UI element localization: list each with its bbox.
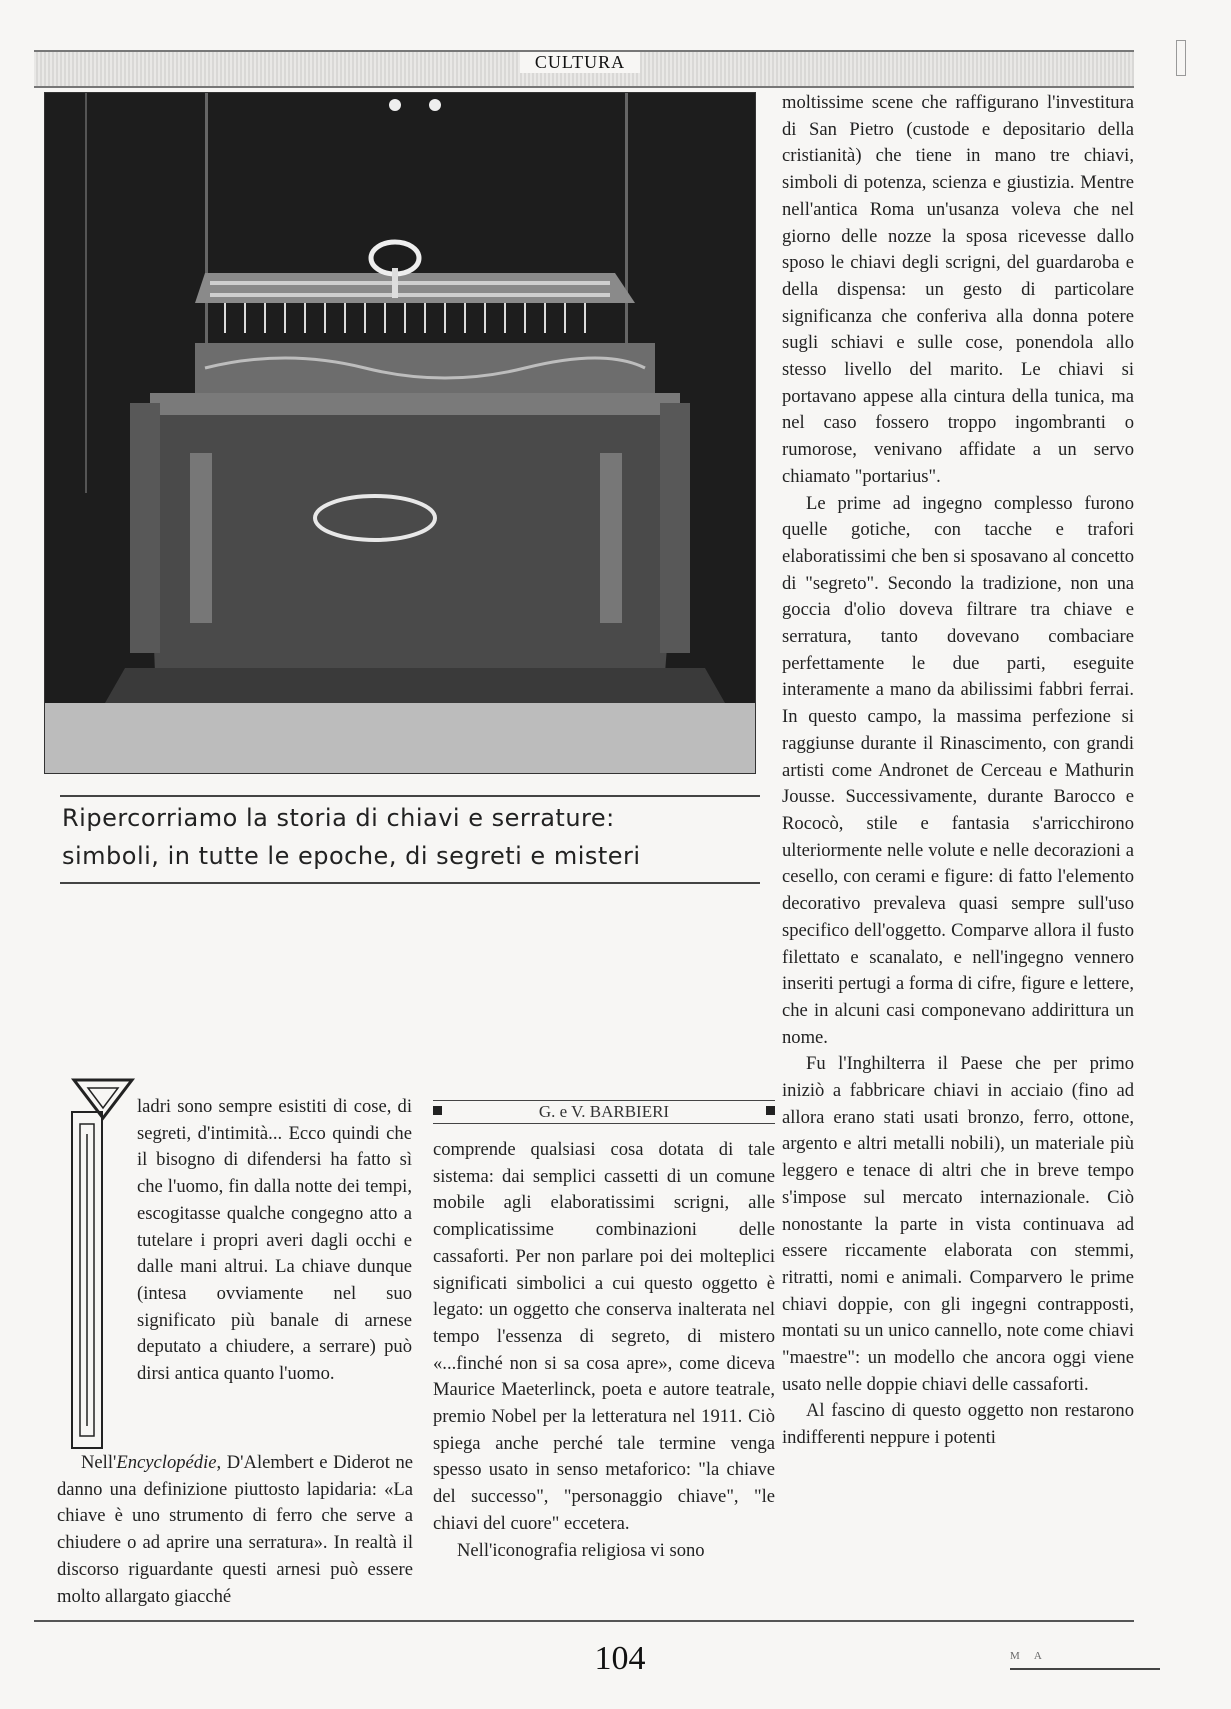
- caption-rule-bottom: [60, 882, 760, 884]
- col3-paragraph-4: Al fascino di questo oggetto non restarono indifferenti neppure i potenti: [782, 1400, 1134, 1449]
- col3-body: [782, 90, 1134, 1452]
- footer-rule: [34, 1620, 1134, 1622]
- author-byline: G. e V. BARBIERI: [433, 1100, 775, 1124]
- casket-illustration: [45, 93, 755, 773]
- footer-masthead-rule: [1010, 1668, 1160, 1670]
- footer-masthead: M A: [1010, 1650, 1048, 1662]
- caption-rule-top: [60, 795, 760, 797]
- col2-body: [433, 1137, 775, 1564]
- caption-line-1: Ripercorriamo la storia di chiavi e serrature:: [62, 804, 615, 832]
- drop-cap-ornament: [70, 1076, 136, 1456]
- caption-line-2: simboli, in tutte le epoche, di segreti e misteri: [62, 842, 641, 870]
- col1-body: [57, 1450, 413, 1610]
- section-title: CULTURA: [520, 52, 640, 73]
- byline-square-right: [766, 1106, 775, 1115]
- col3-paragraph-1: moltissime scene che raffigurano l'investitura di San Pietro (custode e depositario della cristianità) che tiene in mano tre chiavi, simboli di potenza, scienza e giustizia. Mentre nell'antica Roma un'usanza voleva che nel giorno delle nozze la sposa ricevesse dallo sposo le chiavi degli scrigni, del guardaroba e della dispensa: un gesto di particolare significanza che conferiva alla donna potere sugli schiavi e sulle cose, ponendola allo stesso livello del marito. Le chiavi si portavano appese alla cintura della tunica, ma nel caso fossero troppo ingombranti o rumorose, venivano affidate a un servo chiamato "portarius".: [782, 92, 1134, 487]
- col3-paragraph-2: Le prime ad ingegno complesso furono quelle gotiche, con tacche e trafori elaboratissimi che ben si sposavano al concetto di "segreto". Secondo la tradizione, non una goccia d'olio doveva filtrare tra chiave e serratura, tanto dovevano combaciare perfettamente le due parti, eseguite interamente a mano da abilissimi fabbri ferrai. In questo campo, la massima perfezione si raggiunse durante il Rinascimento, con grandi artisti come Andronet de Cerceau e Mathurin Jousse. Successivamente, durante Barocco e Rococò, stile e fantasia s'arricchirono ulteriormente nelle volute e nelle decorazioni a cesello, con cerami e figure: di fatto l'elemento decorativo prevaleva quasi sempre sull'uso specifico dell'oggetto. Comparve allora il fusto filettato e scanalato, e nell'ingegno vennero inseriti pertugi a forma di cifre, figure e lettere, che in alcuni casi componevano addirittura un nome.: [782, 492, 1134, 1048]
- col1-text-a: Nell': [81, 1452, 117, 1473]
- antique-casket-photo: [44, 92, 756, 774]
- col1-paragraph: [57, 1450, 413, 1610]
- col2-paragraph-2: Nell'iconografia religiosa vi sono: [457, 1539, 705, 1561]
- col2-paragraph-1: comprende qualsiasi cosa dotata di tale sistema: dai semplici cassetti di un comune mobile agli elaboratissimi scrigni, alle complicatissime combinazioni delle cassaforti. Per non parlare poi dei molteplici significati simbolici a cui questo oggetto è legato: un oggetto che conserva inalterata nel tempo l'essenza di segreto, di mistero «...finché non si sa cosa apre», come diceva Maurice Maeterlinck, poeta e autore teatrale, premio Nobel per la letteratura nel 1911. Ciò spiega anche perché tale termine venga spesso usato in senso metaforico: "la chiave del successo", "personaggio chiave", "le chiavi del cuore" eccetera.: [433, 1139, 775, 1534]
- page-edge-tab: [1176, 40, 1186, 76]
- col1-text-b: , D'Alembert e Diderot ne danno una definizione piuttosto lapidaria: «La chiave è uno strumento di ferro che serve a chiudere o ad aprire una serratura». In realtà il discorso riguardante questi arnesi può essere molto allargato giacché: [57, 1452, 413, 1607]
- page-number: 104: [594, 1640, 646, 1677]
- col1-lead-paragraph: ladri sono sempre esistiti di cose, di segreti, d'intimità... Ecco quindi che il bisogno di difendersi ha fatto sì che l'uomo, fin dalla notte dei tempi, escogitasse qualche congegno atto a tutelare i propri averi dagli occhi e dalle mani altrui. La chiave dunque (intesa ovviamente nel suo significato più banale di arnese deputato a chiudere, a serrare) può dirsi antica quanto l'uomo.: [137, 1096, 412, 1385]
- encyclopedie-title: Encyclopédie: [116, 1452, 217, 1473]
- col3-paragraph-3: Fu l'Inghilterra il Paese che per primo iniziò a fabbricare chiavi in acciaio (fino ad allora erano stati usati bronzo, ferro, ottone, argento e altri metalli nobili), un materiale più leggero e tenace di altri che in breve tempo s'impose sul mercato internazionale. Ciò nonostante la parte in vista continuava ad essere riccamente elaborata con stemmi, ritratti, nomi e animali. Comparvero le prime chiavi doppie, con gli ingegni contrapposti, montati su un unico cannello, note come chiavi "maestre": un modello che ancora oggi viene usato nelle doppie chiavi delle cassaforti.: [782, 1053, 1134, 1395]
